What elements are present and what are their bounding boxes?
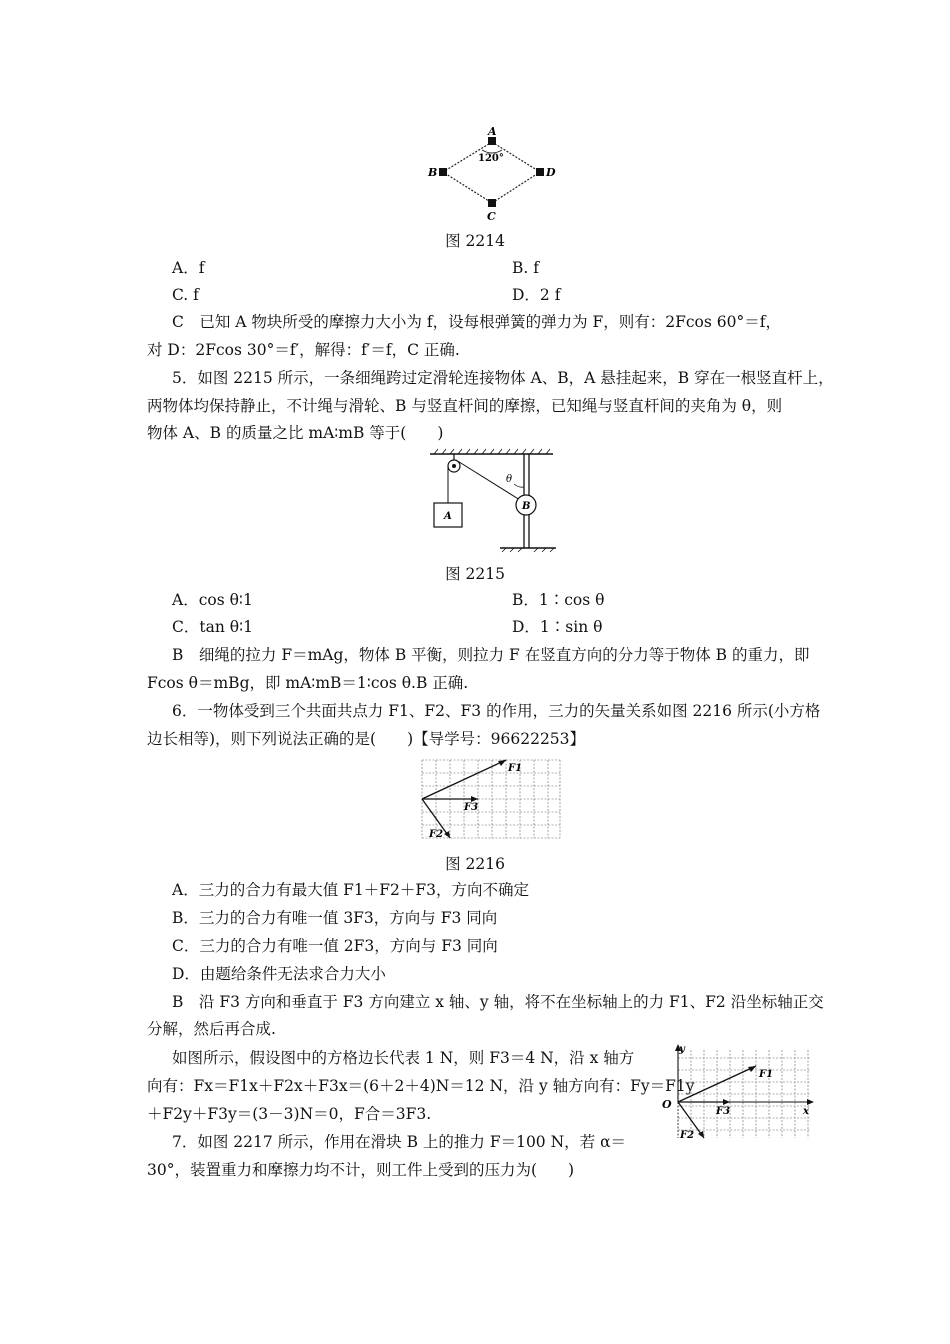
q6-answer-line2: 分解，然后再合成.	[147, 1020, 276, 1038]
figure-coordinate-grid	[658, 1042, 818, 1142]
label-d: D	[546, 166, 556, 179]
q6-option-c: C．三力的合力有唯一值 2F3，方向与 F3 同向	[172, 937, 498, 955]
q5-option-c: C．tan θ∶1	[172, 618, 253, 636]
label-f3: F3	[464, 802, 479, 813]
q5-answer-line2: Fcos θ＝mBg，即 mA∶mB＝1∶cos θ.B 正确.	[147, 674, 469, 692]
label-y: y	[679, 1044, 685, 1055]
q5-answer-line1: B 细绳的拉力 F＝mAg，物体 B 平衡，则拉力 F 在竖直方向的分力等于物体 B 的重力，即	[172, 646, 810, 664]
q5-option-a: A．cos θ∶1	[172, 591, 253, 609]
q5-option-d: D．1∶sin θ	[512, 618, 603, 636]
q4-option-a: A．f	[172, 259, 205, 277]
q6-option-d: D．由题给条件无法求合力大小	[172, 965, 386, 983]
label-x: x	[803, 1106, 809, 1117]
label-f3: F3	[716, 1106, 731, 1117]
figure-2215	[428, 448, 568, 553]
q4-option-b: B. f	[512, 259, 539, 277]
label-f2: F2	[429, 829, 444, 840]
q6-stem-line1: 6．一物体受到三个共面共点力 F1、F2、F3 的作用，三力的矢量关系如图 2216 所示(小方格	[172, 702, 821, 720]
label-o: O	[662, 1098, 672, 1111]
label-angle: 120°	[478, 153, 504, 164]
q4-option-c: C. f	[172, 286, 199, 304]
label-f1: F1	[759, 1069, 774, 1080]
label-b: B	[428, 166, 438, 179]
label-theta: θ	[506, 474, 513, 485]
q6-stem-line2: 边长相等)，则下列说法正确的是( )【导学号：96622253】	[147, 730, 586, 748]
q5-stem-line3: 物体 A、B 的质量之比 mA∶mB 等于( )	[147, 424, 444, 442]
q6-answer-line4: 向有：Fx＝F1x＋F2x＋F3x＝(6＋2＋4)N＝12 N，沿 y 轴方向有：Fy＝F1y	[147, 1077, 695, 1095]
q7-stem-line2: 30°，装置重力和摩擦力均不计，则工件上受到的压力为( )	[147, 1161, 575, 1179]
caption-2216: 图 2216	[445, 855, 505, 873]
q4-answer-line1: C 已知 A 物块所受的摩擦力大小为 f，设每根弹簧的弹力为 F，则有：2Fcos 60°＝f，	[172, 313, 781, 331]
label-a: A	[444, 511, 452, 522]
q6-option-b: B．三力的合力有唯一值 3F3，方向与 F3 同向	[172, 909, 498, 927]
figure-2216	[420, 757, 562, 843]
q5-stem-line2: 两物体均保持静止，不计绳与滑轮、B 与竖直杆间的摩擦，已知绳与竖直杆间的夹角为 θ，则	[147, 397, 783, 415]
label-b: B	[522, 501, 531, 512]
q7-stem-line1: 7．如图 2217 所示，作用在滑块 B 上的推力 F＝100 N，若 α＝	[172, 1133, 627, 1151]
label-a: A	[488, 125, 497, 138]
q5-option-b: B．1∶cos θ	[512, 591, 605, 609]
label-c: C	[487, 210, 496, 223]
label-f2: F2	[680, 1130, 695, 1141]
label-f1: F1	[508, 763, 523, 774]
q4-answer-line2: 对 D：2Fcos 30°＝f′，解得：f′＝f，C 正确.	[147, 341, 460, 359]
figure-2214	[425, 125, 556, 223]
q5-stem-line1: 5．如图 2215 所示，一条细绳跨过定滑轮连接物体 A、B，A 悬挂起来，B 穿在一根竖直杆上，	[172, 369, 834, 387]
q6-answer-line3: 如图所示，假设图中的方格边长代表 1 N，则 F3＝4 N，沿 x 轴方	[172, 1049, 635, 1067]
q6-answer-line5: ＋F2y＋F3y＝(3－3)N＝0，F合＝3F3.	[147, 1105, 432, 1123]
q6-answer-line1: B 沿 F3 方向和垂直于 F3 方向建立 x 轴、y 轴，将不在坐标轴上的力 F1、F2 沿坐标轴正交	[172, 993, 824, 1011]
q4-option-d: D．2 f	[512, 286, 561, 304]
caption-2215: 图 2215	[445, 565, 505, 583]
caption-2214: 图 2214	[445, 232, 505, 250]
q6-option-a: A．三力的合力有最大值 F1＋F2＋F3，方向不确定	[172, 881, 529, 899]
